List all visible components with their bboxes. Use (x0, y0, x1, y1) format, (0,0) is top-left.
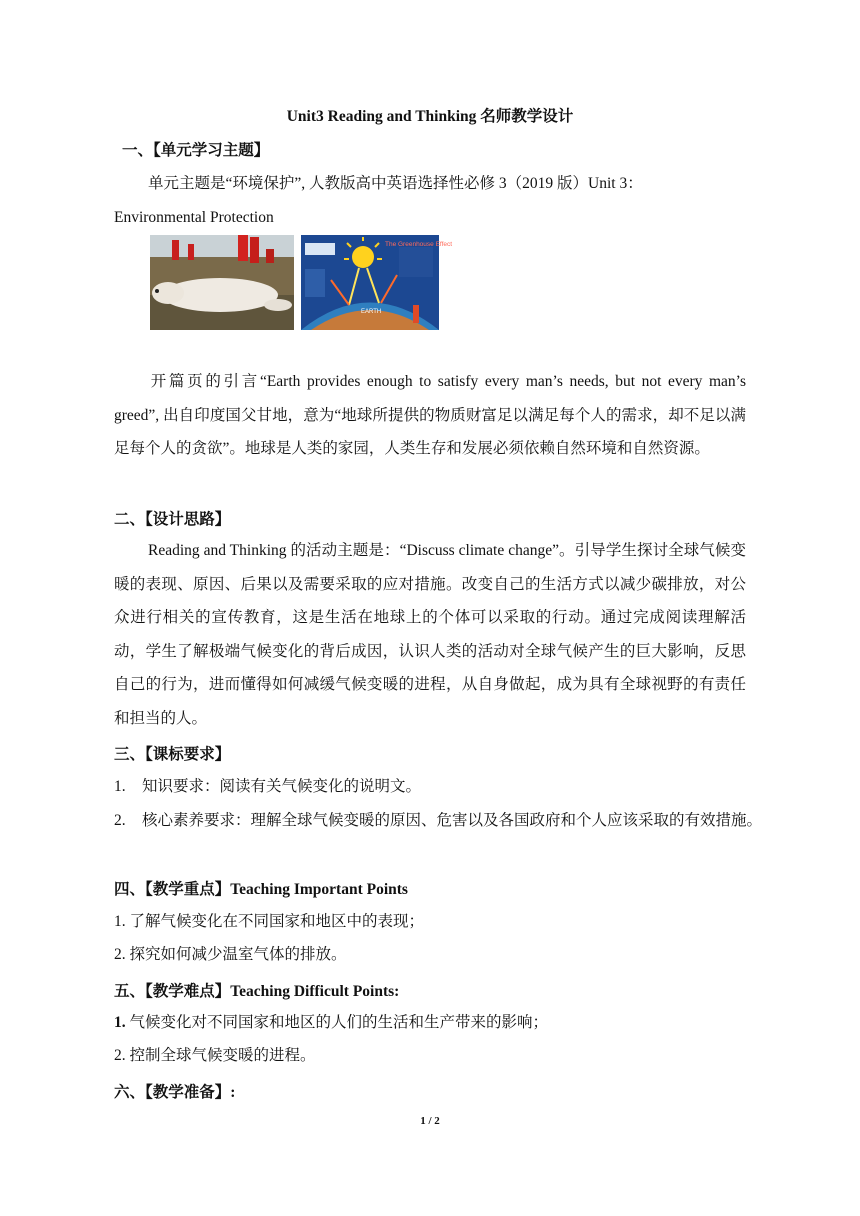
section-heading-6: 六、【教学准备】: (114, 1084, 236, 1101)
list-item (114, 1039, 746, 1073)
section-heading-5: 五、【教学难点】Teaching Difficult Points: (114, 983, 400, 1000)
list-item (114, 1006, 746, 1040)
list-item-number: 2. (114, 946, 126, 963)
list-item-text: 核心素养要求：理解全球气候变暖的原因、危害以及各国政府和个人应该采取的有效措施。 (142, 812, 763, 829)
greenhouse-effect-image (301, 235, 453, 330)
section-heading-1: 一、【单元学习主题】 (122, 142, 270, 159)
list-item-number: 1. (114, 1014, 126, 1031)
page-number: 1 / 2 (420, 1115, 440, 1127)
section-heading-2: 二、【设计思路】 (114, 511, 231, 528)
list-item-text: 了解气候变化在不同国家和地区中的表现； (129, 913, 425, 930)
list-item-number: 2. (114, 1047, 126, 1064)
list-item-text: 知识要求：阅读有关气候变化的说明文。 (142, 778, 422, 795)
list-item-number: 2. (114, 812, 126, 829)
section-1-line1: 单元主题是“环境保护”, 人教版高中英语选择性必修 3（2019 版）Unit 3： (148, 175, 643, 192)
section-1-quote-paragraph (114, 365, 746, 466)
list-item-text: 控制全球气候变暖的进程。 (129, 1047, 316, 1064)
section-1-line2: Environmental Protection (114, 208, 274, 226)
list-item-text: 探究如何减少温室气体的排放。 (129, 946, 347, 963)
list-item-number: 1. (114, 778, 126, 795)
polar-bear-image (150, 235, 294, 330)
document-title: Unit3 Reading and Thinking 名师教学设计 (286, 108, 574, 125)
list-item-text: 气候变化对不同国家和地区的人们的生活和生产带来的影响； (129, 1014, 549, 1031)
list-item (114, 804, 774, 838)
list-item-number: 1. (114, 913, 126, 930)
section-1-intro (114, 167, 746, 234)
section-2-text: Reading and Thinking 的活动主题是：“Discuss climate change”。引导学生探讨全球气候变暖的表现、原因、后果以及需要采取的应对措施。改变自己的生活方式以减少碳排放，对公众进行相关的宣传教育，这是生活在地球上的个体可以采取的行动。通过完成阅读理解活动，学生了解极端气候变化的背后成因，认识人类的活动对全球气候产生的巨大影响，反思自己的行为，进而懂得如何减缓气候变暖的进程，从自身做起，成为具有全球视野的有责任和担当的人。 (114, 542, 746, 727)
section-heading-4: 四、【教学重点】Teaching Important Points (114, 881, 408, 898)
section-1-quote-text: 开篇页的引言“Earth provides enough to satisfy every man’s needs, but not every man’s greed”, 出自印度国父甘地，意为“地球所提供的物质财富足以满足每个人的需求，却不足以满足每个人的贪欲”。地球是人类的家园，人类生存和发展必须依赖自然环境和自然资源。 (114, 373, 746, 457)
list-item (114, 905, 746, 939)
diagram-title: The Greenhouse Effect (385, 241, 453, 248)
section-2-paragraph (114, 534, 746, 735)
diagram-earth-label: EARTH (361, 309, 382, 315)
list-item (114, 770, 774, 804)
list-item (114, 938, 746, 972)
section-heading-3: 三、【课标要求】 (114, 746, 231, 763)
